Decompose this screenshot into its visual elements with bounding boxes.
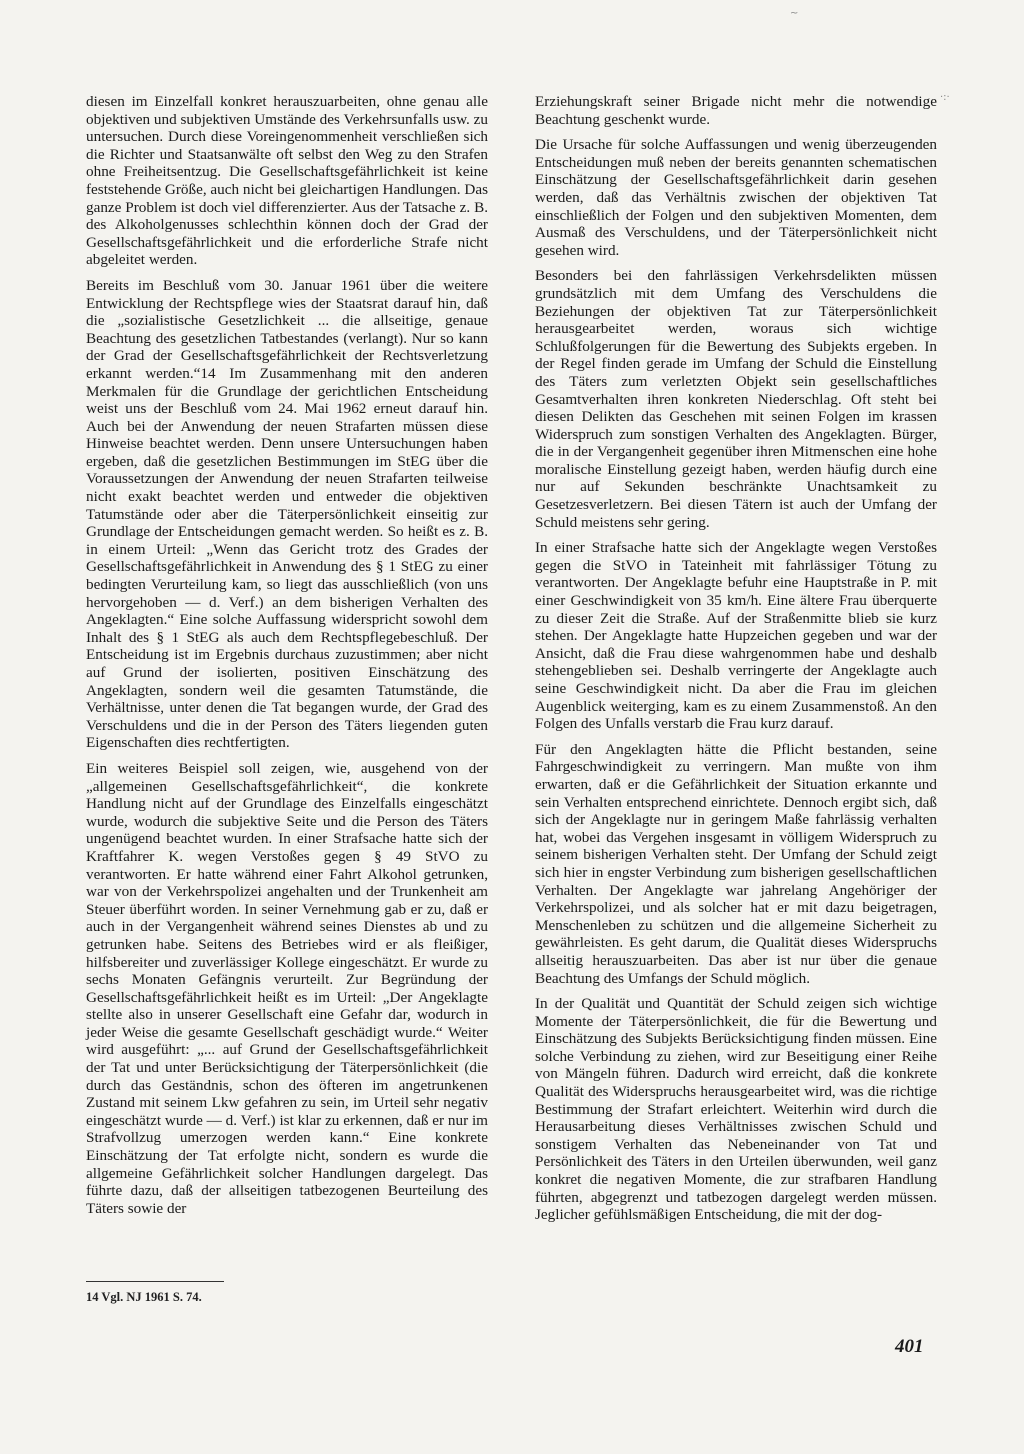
paragraph: In einer Strafsache hatte sich der Angeklagte wegen Verstoßes gegen die StVO in Tateinheit mit fahrlässiger Tötung zu verantworten. Der Angeklagte befuhr eine Hauptstraße in P. mit einer Geschwindigkeit von 35 km/h. Eine ältere Frau überquerte zu dieser Zeit die Straße. Auf der Straßenmitte blieb sie kurz stehen. Der Angeklagte hatte Hupzeichen gegeben und war der Ansicht, daß die Frau diese wahrgenommen habe und deshalb stehengeblieben sei. Deshalb verringerte der Angeklagte auch seine Geschwindigkeit nicht. Da aber die Frau im gleichen Augenblick weiterging, kam es zu einem Zusammenstoß. An den Folgen des Unfalls verstarb die Frau kurz darauf. [535, 539, 937, 733]
paragraph: Ein weiteres Beispiel soll zeigen, wie, ausgehend von der „allgemeinen Gesellschaftsgefährlichkeit“, die konkrete Handlung nicht auf der Grundlage des Einzelfalls eingeschätzt wurde, wodurch die subjektive Seite und die Person des Täters ungenügend beachtet wurden. In einer Strafsache hatte sich der Kraftfahrer K. wegen Verstoßes gegen § 49 StVO zu verantworten. Er hatte während einer Fahrt Alkohol getrunken, war von der Verkehrspolizei angehalten und der Trunkenheit am Steuer überführt worden. In seiner Vernehmung gab er zu, daß er auch in der Vergangenheit während seines Dienstes ab und zu getrunken habe. Seitens des Betriebes wird er als fleißiger, hilfsbereiter und zuverlässiger Kollege eingeschätzt. Er wurde zu sechs Monaten Gefängnis verurteilt. Zur Begründung der Gesellschaftsgefährlichkeit heißt es im Urteil: „Der Angeklagte stellte also in unserer Gesellschaft eine Gefahr dar, wodurch in jeder Weise die gesamte Gesellschaft geschädigt wurde.“ Weiter wird ausgeführt: „... auf Grund der Gesellschaftsgefährlichkeit der Tat und unter Berücksichtigung der Täterpersönlichkeit (die durch das Geständnis, schon des öfteren im angetrunkenen Zustand mit seinem Lkw gefahren zu sein, im Urteil sehr negativ eingeschätzt wurde — d. Verf.) ist klar zu erkennen, daß er nur im Strafvollzug umerzogen werden kann.“ Eine konkrete Einschätzung der Tat erfolgte nicht, sondern es wurde die allgemeine Gefährlichkeit solcher Handlungen dargelegt. Das führte dazu, daß der allseitigen tatbezogenen Beurteilung des Täters sowie der [86, 759, 488, 1217]
scan-speck: ·:· [940, 92, 950, 103]
paragraph: diesen im Einzelfall konkret herauszuarbeiten, ohne genau alle objektiven und subjektiven Umstände des Verkehrsunfalls usw. zu untersuchen. Durch diese Voreingenommenheit verschließen sich die Richter und Staatsanwälte oft selbst den Weg zu den Strafen ohne Freiheitsentzug. Die Gesellschaftsgefährlichkeit ist keine feststehende Größe, auch nicht bei gleichartigen Handlungen. Das ganze Problem ist doch viel differenzierter. Aus der Tatsache z. B. des Alkoholgenusses schlechthin können doch der Grad der Gesellschaftsgefährlichkeit und die erforderliche Strafe nicht abgeleitet werden. [86, 93, 488, 269]
page-number: 401 [895, 1336, 924, 1357]
footnote-divider [86, 1281, 224, 1282]
paragraph: Bereits im Beschluß vom 30. Januar 1961 über die weitere Entwicklung der Rechtspflege wies der Staatsrat darauf hin, daß die „sozialistische Gesetzlichkeit ... die allseitige, genaue Beachtung des gesetzlichen Tatbestandes (verlangt). Nur so kann der Grad der Gesellschaftsgefährlichkeit der Rechtsverletzung erkannt werden.“14 Im Zusammenhang mit den anderen Merkmalen für die Grundlage der gerichtlichen Entscheidung weist uns der Beschluß vom 24. Mai 1962 erneut darauf hin. Auch bei der Anwendung der neuen Strafarten müssen diese Hinweise beachtet werden. Denn unsere Untersuchungen haben ergeben, daß die gesetzlichen Bestimmungen im StEG über die Voraussetzungen der Anwendung der neuen Strafarten teilweise nicht exakt beachtet werden und entweder die objektiven Tatumstände oder aber die Täterpersönlichkeit einseitig zur Grundlage der Entscheidungen gemacht werden. So heißt es z. B. in einem Urteil: „Wenn das Gericht trotz des Grades der Gesellschaftsgefährlichkeit in Anwendung des § 1 StEG zu einer bedingten Verurteilung kam, so liegt das ausschließlich (von uns hervorgehoben — d. Verf.) an dem bisherigen Verhalten des Angeklagten.“ Eine solche Auffassung widerspricht sowohl dem Inhalt des § 1 StEG als auch dem Rechtspflegebeschluß. Der Entscheidung ist im Ergebnis durchaus zuzustimmen; aber nicht auf Grund der isolierten, positiven Einschätzung des Angeklagten, sondern weil die gesamten Tatumstände, die Verhältnisse, unter denen die Tat begangen wurde, der Grad des Verschuldens und die in der Person des Täters liegenden guten Eigenschaften dies rechtfertigten. [86, 276, 488, 752]
paragraph: In der Qualität und Quantität der Schuld zeigen sich wichtige Momente der Täterpersönlichkeit, die für die Bewertung und Einschätzung des Subjekts Berücksichtigung finden müssen. Eine solche Verbindung zu ziehen, wird zur Beseitigung einer Reihe von Mängeln führen. Dadurch wird erreicht, daß die konkrete Qualität des Widerspruchs herausgearbeitet wird, was die richtige Bestimmung der Strafart erleichtert. Weiterhin wird durch die Herausarbeitung dieses Verhältnisses zwischen Schuld und sonstigem Verhalten das Nebeneinander von Tat und Persönlichkeit des Täters in den Urteilen überwunden, weil ganz konkret die negativen Momente, die zur strafbaren Handlung führten, abgegrenzt und tatbezogen dargelegt werden müssen. Jeglicher gefühlsmäßigen Entscheidung, die mit der dog- [535, 995, 937, 1224]
footnote: 14 Vgl. NJ 1961 S. 74. [86, 1290, 202, 1304]
paragraph: Besonders bei den fahrlässigen Verkehrsdelikten müssen grundsätzlich mit dem Umfang des Verschuldens die Beziehungen der objektiven Tat zur Täterpersönlichkeit herausgearbeitet werden, woraus sich wichtige Schlußfolgerungen für die Bewertung des Subjekts ergeben. In der Regel finden gerade im Umfang der Schuld die Einstellung des Täters zum verletzten Objekt sein gesellschaftliches Gesamtverhalten ihren konkreten Niederschlag. Oft steht bei diesen Delikten das Geschehen mit seinen Folgen im krassen Widerspruch zum sonstigen Verhalten des Angeklagten. Bürger, die in der Vergangenheit gegenüber ihren Mitmenschen eine hohe moralische Einstellung gezeigt haben, werden häufig durch eine nur auf Sekunden beschränkte Unachtsamkeit zu Gesetzesverletzern. Bei diesen Tätern ist auch der Umfang der Schuld meistens sehr gering. [535, 267, 937, 531]
paragraph: Die Ursache für solche Auffassungen und wenig überzeugenden Entscheidungen muß neben der bereits genannten schematischen Einschätzung der Gesellschaftsgefährlichkeit darin gesehen werden, daß das Verhältnis zwischen der objektiven Tat einschließlich der Folgen und den subjektiven Momenten, dem Ausmaß des Verschuldens, und der Täterpersönlichkeit nicht gesehen wird. [535, 136, 937, 259]
paragraph: Für den Angeklagten hätte die Pflicht bestanden, seine Fahrgeschwindigkeit zu verringern. Man mußte von ihm erwarten, daß er die Gefährlichkeit der Situation erkannte und sein Verhalten entsprechend einrichtete. Dennoch ergibt sich, daß sich der Angeklagte nur in geringem Maße fahrlässig verhalten hat, wobei das Vergehen insgesamt in völligem Widerspruch zu seinem bisherigen Verhalten steht. Der Umfang der Schuld zeigt sich hier in engster Verbindung zum bisherigen gesellschaftlichen Verhalten. Der Angeklagte war jahrelang Angehöriger der Verkehrspolizei, und als solcher hat er mit dazu beigetragen, Menschenleben zu schützen und die allgemeine Sicherheit zu gewährleisten. Es geht darum, die Qualität dieses Widerspruchs allseitig herauszuarbeiten. Das aber ist nur über die genaue Beachtung des Umfangs der Schuld möglich. [535, 740, 937, 987]
left-text-column [86, 93, 488, 1225]
paragraph: Erziehungskraft seiner Brigade nicht mehr die notwendige Beachtung geschenkt wurde. [535, 93, 937, 128]
scan-speck: ~ [790, 8, 799, 19]
right-text-column [535, 93, 937, 1232]
